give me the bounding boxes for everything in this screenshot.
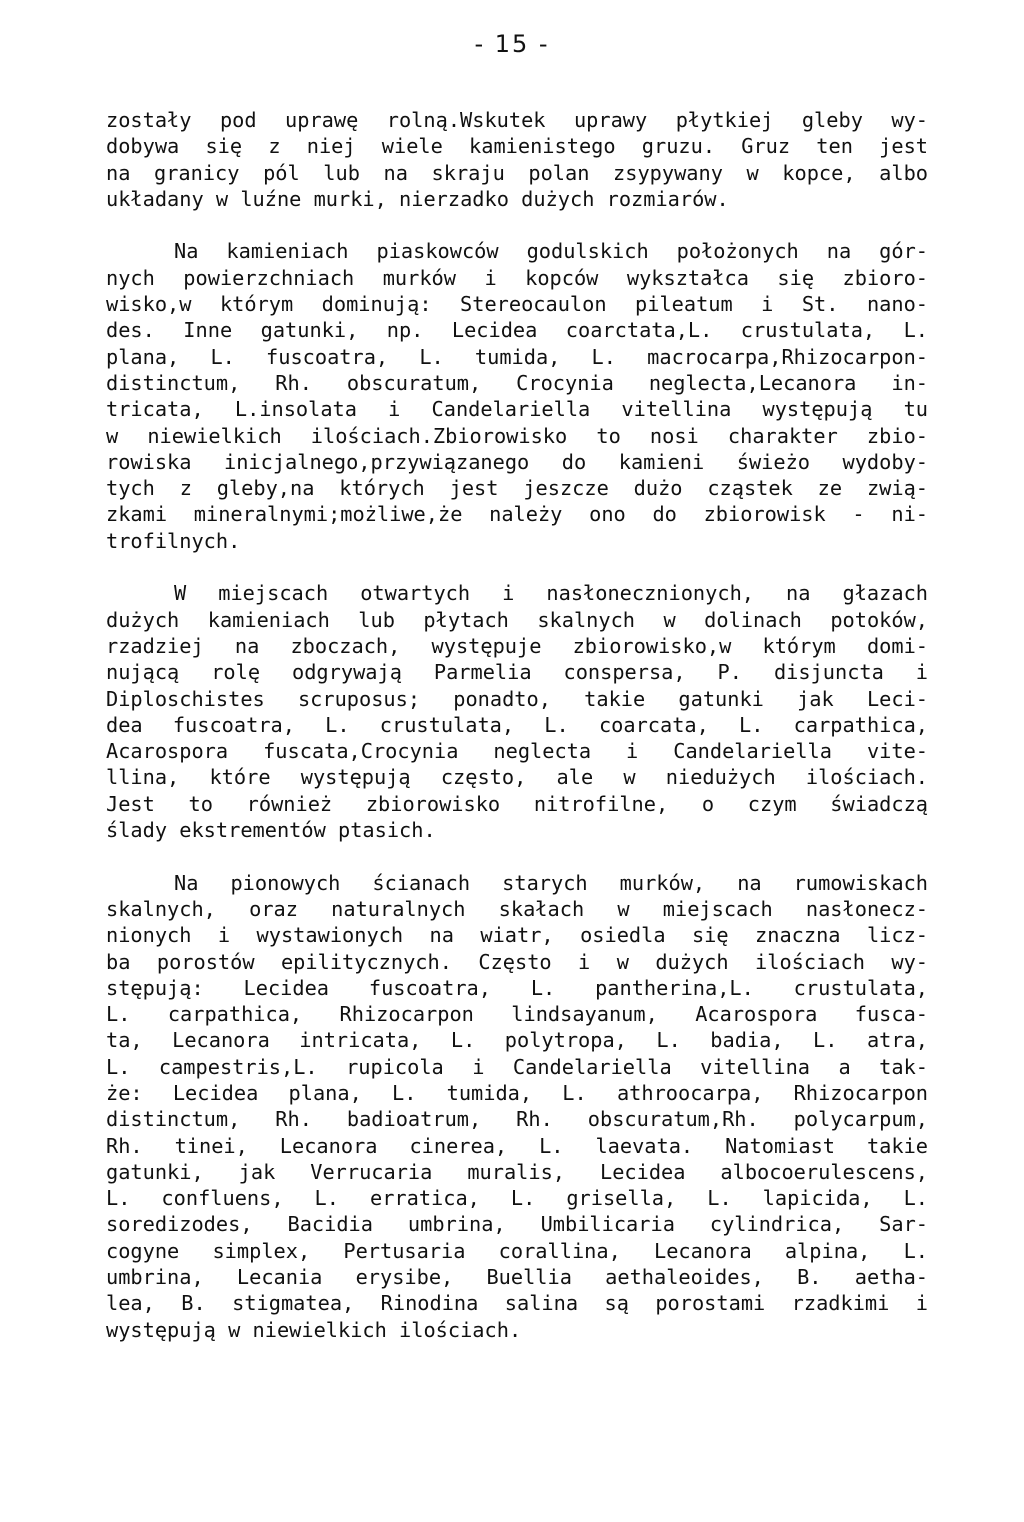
text-line: dużych kamieniach lub płytach skalnych w dolinach potoków, [106,607,928,632]
text-line: gatunki, jak Verrucaria muralis, Lecidea albocoerulescens, [106,1159,928,1184]
text-line: lea, B. stigmatea, Rinodina salina są porostami rzadkimi i [106,1291,928,1316]
text-line: że: Lecidea plana, L. tumida, L. athroocarpa, Rhizocarpon [106,1080,928,1105]
text-line: rzadziej na zboczach, występuje zbiorowisko,w którym domi- [106,633,928,658]
text-line: w niewielkich ilościach.Zbiorowisko to nosi charakter zbio- [106,423,928,448]
text-line: tych z gleby,na których jest jeszcze dużo cząstek ze zwią- [106,476,928,501]
text-line: distinctum, Rh. badioatrum, Rh. obscuratum,Rh. polycarpum, [106,1107,928,1132]
text-line: L. confluens, L. erratica, L. grisella, L. lapicida, L. [106,1186,928,1211]
text-line: Diploschistes scruposus; ponadto, takie gatunki jak Leci- [106,686,928,711]
text-line: Jest to również zbiorowisko nitrofilne, o czym świadczą [106,791,928,816]
text-line: umbrina, Lecania erysibe, Buellia aethaleoides, B. aetha- [106,1265,928,1290]
text-line: Acarospora fuscata,Crocynia neglecta i Candelariella vite- [106,739,928,764]
text-line: zkami mineralnymi;możliwe,że należy ono do zbiorowisk - ni- [106,502,928,527]
body-text [106,107,928,1343]
text-line: ta, Lecanora intricata, L. polytropa, L. badia, L. atra, [106,1028,928,1053]
text-line: L. carpathica, Rhizocarpon lindsayanum, Acarospora fusca- [106,1002,928,1027]
text-line: L. campestris,L. rupicola i Candelariella vitellina a tak- [106,1054,928,1079]
text-line: rowiska inicjalnego,przywiązanego do kamieni świeżo wydoby- [106,449,928,474]
text-line: Na kamieniach piaskowców godulskich położonych na gór- [174,239,928,264]
text-line: nionych i wystawionych na wiatr, osiedla się znaczna licz- [106,923,928,948]
text-line: trofilnych. [106,528,241,553]
text-line: wisko,w którym dominują: Stereocaulon pileatum i St. nano- [106,292,928,317]
text-line: nych powierzchniach murków i kopców wykształca się zbioro- [106,265,928,290]
text-line: ba porostów epilitycznych. Często i w dużych ilościach wy- [106,949,928,974]
text-line: stępują: Lecidea fuscoatra, L. pantherina,L. crustulata, [106,975,928,1000]
text-line: tricata, L.insolata i Candelariella vitellina występują tu [106,397,928,422]
text-line: llina, które występują często, ale w niedużych ilościach. [106,765,928,790]
text-line: dea fuscoatra, L. crustulata, L. coarcata, L. carpathica, [106,712,928,737]
text-line: występują w niewielkich ilościach. [106,1317,522,1342]
text-line: soredizodes, Bacidia umbrina, Umbilicaria cylindrica, Sar- [106,1212,928,1237]
paragraph-4 [106,870,928,1343]
text-line: des. Inne gatunki, np. Lecidea coarctata,L. crustulata, L. [106,318,928,343]
text-line: układany w luźne murki, nierzadko dużych rozmiarów. [106,186,729,211]
text-line: zostały pod uprawę rolną.Wskutek uprawy płytkiej gleby wy- [106,108,928,132]
paragraph-3 [106,580,928,843]
text-line: nującą rolę odgrywają Parmelia conspersa, P. disjuncta i [106,660,928,685]
page-number: - 15 - [474,30,550,58]
text-line: na granicy pól lub na skraju polan zsypywany w kopce, albo [106,160,928,185]
text-line: cogyne simplex, Pertusaria corallina, Lecanora alpina, L. [106,1238,928,1263]
text-line: skalnych, oraz naturalnych skałach w miejscach nasłonecz- [106,896,928,921]
text-line: ślady ekstrementów ptasich. [106,818,436,843]
text-line: Rh. tinei, Lecanora cinerea, L. laevata. Natomiast takie [106,1133,928,1158]
text-line: dobywa się z niej wiele kamienistego gruzu. Gruz ten jest [106,134,928,159]
text-line: distinctum, Rh. obscuratum, Crocynia neglecta,Lecanora in- [106,370,928,395]
text-line: W miejscach otwartych i nasłonecznionych, na głazach [174,581,928,606]
text-line: plana, L. fuscoatra, L. tumida, L. macrocarpa,Rhizocarpon- [106,344,928,369]
paragraph-2 [106,238,928,554]
text-line: Na pionowych ścianach starych murków, na rumowiskach [174,870,928,895]
paragraph-1 [106,107,928,212]
